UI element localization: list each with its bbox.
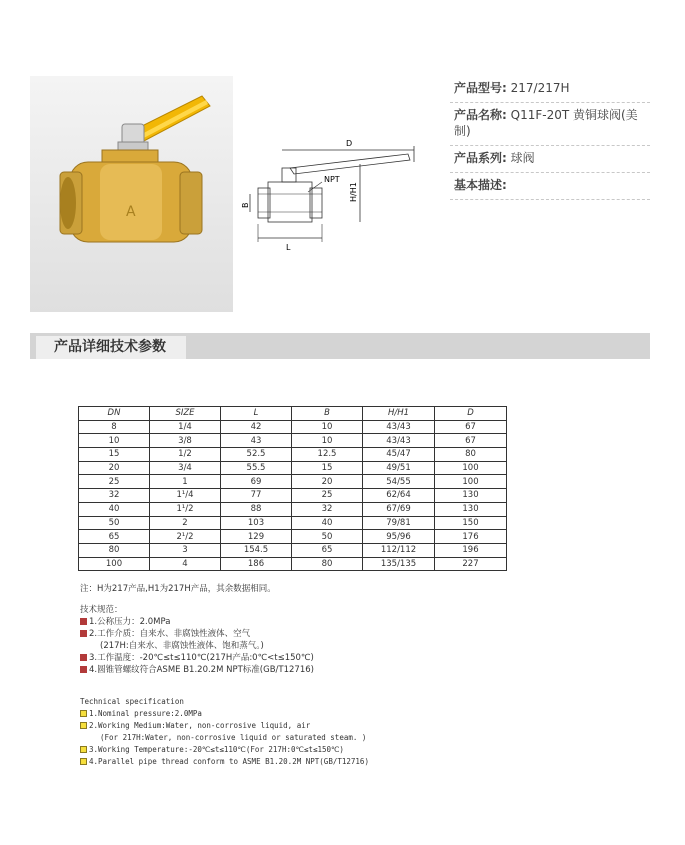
yellow-square-icon [80,758,87,765]
tech-cn-item: 2.工作介质：自来水、非腐蚀性液体、空气 [80,628,314,640]
tech-en-item: 4.Parallel pipe thread conform to ASME B1.20.2M NPT(GB/T12716) [80,756,369,768]
cell-size: 2¹/2 [150,530,221,544]
header-b: B [292,407,363,421]
header-size: SIZE [150,407,221,421]
yellow-square-icon [80,746,87,753]
cell-h: 135/135 [363,557,435,571]
table-row [79,461,507,475]
tech-cn-item: 1.公称压力：2.0MPa [80,616,314,628]
header-l: L [221,407,292,421]
tech-cn-title: 技术规范： [80,605,123,615]
cell-dn: 20 [79,461,150,475]
cell-d: 100 [435,461,507,475]
cell-h: 54/55 [363,475,435,489]
cell-dn: 40 [79,502,150,516]
tech-cn-item: 3.工作温度：-20℃≤t≤110℃(217H产品:0℃<t≤150℃) [80,652,314,664]
table-row [79,420,507,434]
series-row [450,146,650,173]
cell-h: 43/43 [363,434,435,448]
tech-spec-cn [80,604,314,676]
table-note: 注：H为217产品,H1为217H产品，其余数据相同。 [80,584,276,594]
table-row [79,489,507,503]
cell-size: 3/8 [150,434,221,448]
table-row [79,543,507,557]
table-row [79,502,507,516]
spec-table [78,406,507,571]
red-square-icon [80,654,87,661]
cell-b: 10 [292,420,363,434]
cell-size: 1/2 [150,448,221,462]
series-label: 产品系列: [454,151,507,165]
cell-size: 1/4 [150,420,221,434]
cell-l: 186 [221,557,292,571]
name-label: 产品名称: [454,108,507,122]
table-row [79,530,507,544]
table-row [79,434,507,448]
cell-d: 130 [435,489,507,503]
series-value: 球阀 [510,151,535,165]
table-row [79,516,507,530]
cell-l: 129 [221,530,292,544]
cell-dn: 100 [79,557,150,571]
table-row [79,448,507,462]
yellow-square-icon [80,722,87,729]
header-h: H/H1 [363,407,435,421]
cell-b: 32 [292,502,363,516]
dim-npt-label: NPT [324,175,340,184]
model-row [450,76,650,103]
cell-b: 15 [292,461,363,475]
name-row [450,103,650,146]
cell-l: 88 [221,502,292,516]
cell-d: 80 [435,448,507,462]
cell-l: 69 [221,475,292,489]
cell-size: 2 [150,516,221,530]
cell-h: 43/43 [363,420,435,434]
header-dn: DN [79,407,150,421]
cell-b: 10 [292,434,363,448]
cell-l: 43 [221,434,292,448]
cell-dn: 50 [79,516,150,530]
cell-h: 79/81 [363,516,435,530]
product-photo [30,76,233,312]
cell-dn: 32 [79,489,150,503]
table-row [79,557,507,571]
cell-size: 1 [150,475,221,489]
cell-b: 20 [292,475,363,489]
red-square-icon [80,630,87,637]
tech-cn-item-sub: (217H:自来水、非腐蚀性液体、饱和蒸气。) [100,641,264,651]
tech-spec-en [80,696,369,768]
cell-size: 4 [150,557,221,571]
cell-b: 50 [292,530,363,544]
cell-b: 40 [292,516,363,530]
name-value: Q11F-20T 黄铜球阀(美制) [454,108,638,138]
dim-b-label: B [241,202,250,208]
cell-h: 95/96 [363,530,435,544]
product-info [450,76,650,200]
cell-size: 1¹/2 [150,502,221,516]
cell-d: 100 [435,475,507,489]
cell-d: 67 [435,434,507,448]
red-square-icon [80,666,87,673]
cell-size: 3 [150,543,221,557]
dimension-drawing [238,132,438,256]
model-label: 产品型号: [454,81,507,95]
cell-b: 65 [292,543,363,557]
tech-en-item: 2.Working Medium:Water, non-corrosive liquid, air [80,720,369,732]
dim-l-label: L [286,243,291,252]
cell-l: 103 [221,516,292,530]
cell-dn: 25 [79,475,150,489]
cell-h: 112/112 [363,543,435,557]
cell-d: 150 [435,516,507,530]
svg-text:A: A [126,204,136,220]
cell-b: 25 [292,489,363,503]
cell-d: 227 [435,557,507,571]
dim-h-label: H/H1 [349,182,358,202]
cell-l: 154.5 [221,543,292,557]
cell-b: 80 [292,557,363,571]
description-row [450,173,650,200]
tech-en-item: 1.Nominal pressure:2.0MPa [80,708,369,720]
cell-h: 49/51 [363,461,435,475]
cell-size: 1¹/4 [150,489,221,503]
cell-d: 67 [435,420,507,434]
cell-d: 130 [435,502,507,516]
model-value: 217/217H [510,81,570,95]
cell-h: 62/64 [363,489,435,503]
tech-cn-item: 4.圆锥管螺纹符合ASME B1.20.2M NPT标准(GB/T12716) [80,664,314,676]
cell-h: 45/47 [363,448,435,462]
cell-d: 196 [435,543,507,557]
dim-d-label: D [346,139,353,148]
cell-d: 176 [435,530,507,544]
cell-b: 12.5 [292,448,363,462]
tech-en-item: 3.Working Temperature:-20℃≤t≤110℃(For 217H:0℃≤t≤150℃) [80,744,369,756]
section-tab: 产品详细技术参数 [36,336,186,359]
cell-l: 55.5 [221,461,292,475]
header-d: D [435,407,507,421]
cell-dn: 80 [79,543,150,557]
cell-l: 42 [221,420,292,434]
cell-dn: 65 [79,530,150,544]
cell-l: 77 [221,489,292,503]
tech-en-title: Technical specification [80,697,184,706]
cell-dn: 10 [79,434,150,448]
cell-dn: 15 [79,448,150,462]
cell-h: 67/69 [363,502,435,516]
ball-valve-image [30,76,233,312]
tech-en-item-sub: (For 217H:Water, non-corrosive liquid or saturated steam. ) [100,733,367,742]
description-label: 基本描述: [454,178,507,192]
yellow-square-icon [80,710,87,717]
cell-size: 3/4 [150,461,221,475]
cell-dn: 8 [79,420,150,434]
cell-l: 52.5 [221,448,292,462]
spec-header-row [79,407,507,421]
table-row [79,475,507,489]
red-square-icon [80,618,87,625]
